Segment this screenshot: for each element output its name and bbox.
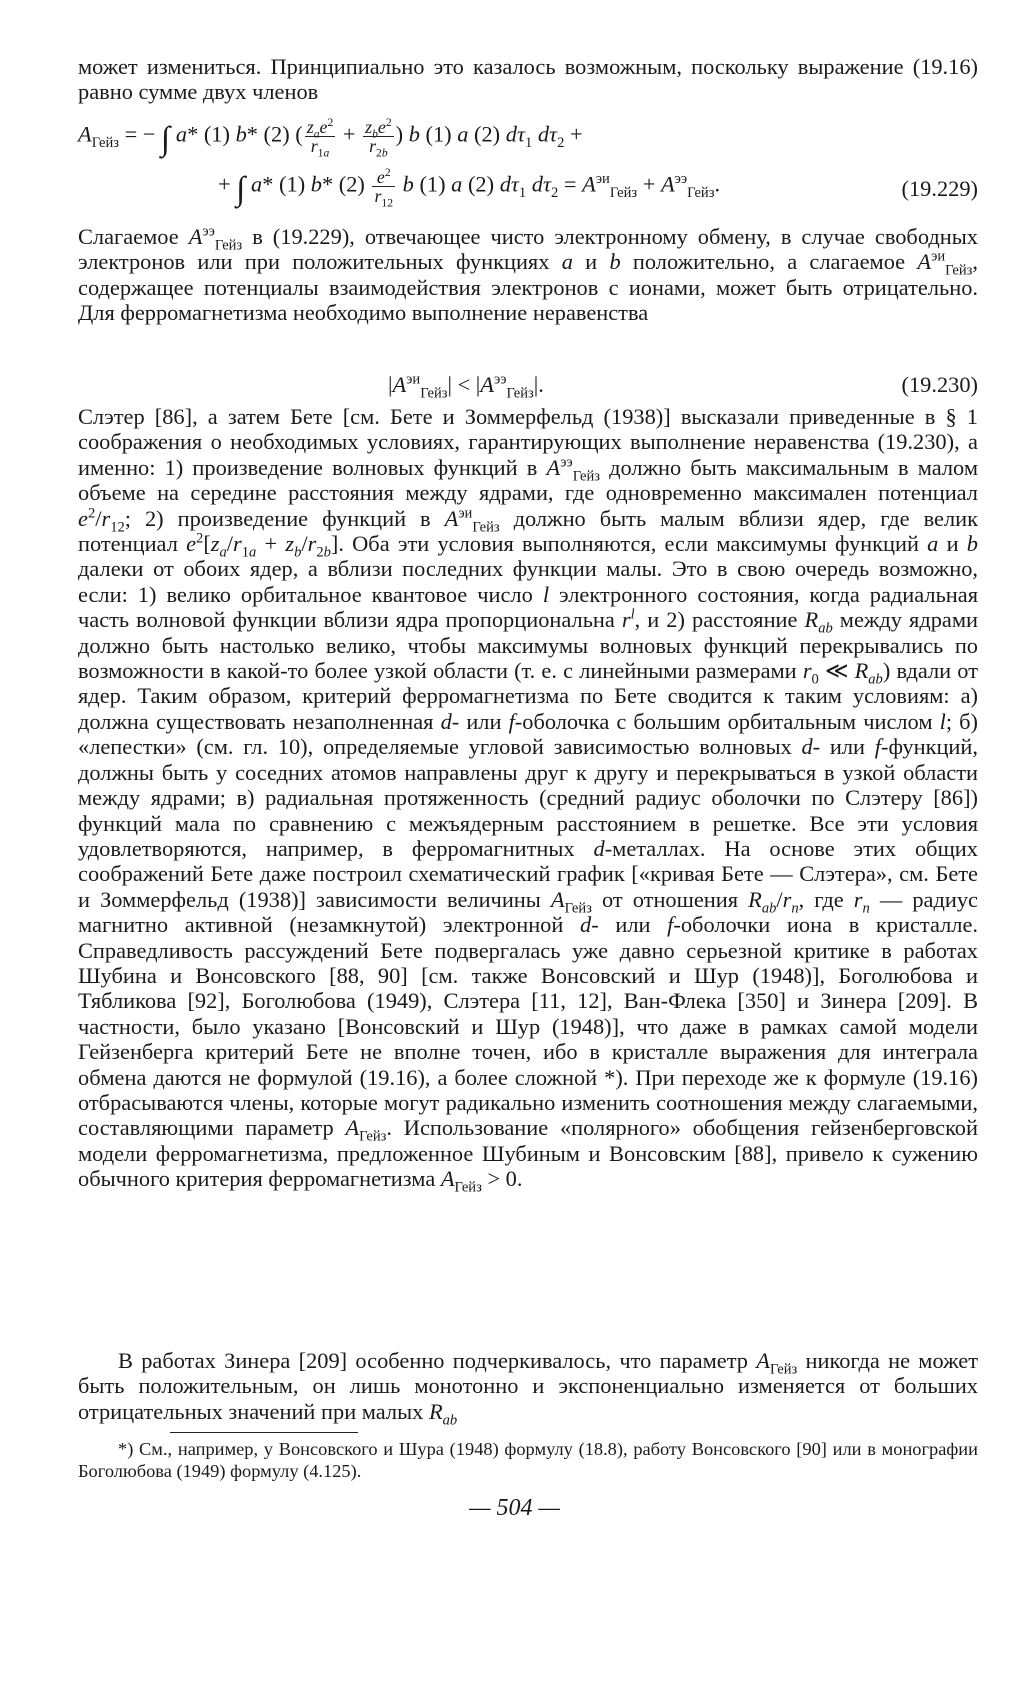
equation-19-230 bbox=[78, 372, 978, 402]
paragraph-bethe-criterion-text: Слэтер [86], а затем Бете [см. Бете и Зоммерфельд (1938)] высказали приведенные в § 1 соображения о необходимых условиях, гарантирующих выполнение неравенства (19.230), а именно: 1) произведение волновых функций в $A^{ээ}_{Гейз}$ должно быть максимальным в малом объеме на середине расстояния между ядрами, где одновременно максимален потенциал $e^2/r_{12}$; 2) произведение функций в $A^{эи}_{Гейз}$ должно быть малым вблизи ядер, где велик потенциал $e^2[z_a/r_{1a} + z_b/r_{2b}]$. Оба эти условия выполняются, если максимумы функций a и b далеки от обоих ядер, а вблизи последних функции малы. Это в свою очередь возможно, если: 1) велико орбитальное квантовое число l электронного состояния, когда радиальная часть волновой функции вблизи ядра пропорциональна $r^l$, и 2) расстояние $R_{ab}$ между ядрами должно быть настолько велико, чтобы максимумы волновых функций перекрывались по возможности в какой-то более узкой области (т. е. с линейными размерами $r_0$ ≪ $R_{ab}$) вдали от ядер. Таким образом, критерий ферромагнетизма по Бете сводится к таким условиям: а) должна существовать незаполненная d- или f-оболочка с большим орбитальным числом l; б) «лепестки» (см. гл. 10), определяемые угловой зависимостью волновых d- или f-функций, должны быть у соседних атомов направлены друг к другу и перекрываться в узкой области между ядрами; в) радиальная протяженность (средний радиус оболочки по Слэтеру [86]) функций мала по сравнению с межъядерным расстоянием в решетке. Все эти условия удовлетворяются, например, в ферромагнитных d-металлах. На основе этих общих соображений Бете даже построил схематический график [«кривая Бете — Слэтера», см. Бете и Зоммерфельд (1938)] зависимости величины $A_{Гейз}$ от отношения $R_{ab}/r_n$, где $r_n$ — радиус магнитно активной (незамкнутой) электронной d- или f-оболочки иона в кристалле. Справедливость рассуждений Бете подвергалась уже давно серьезной критике в работах Шубина и Вонсовского [88, 90] [см. также Вонсовский и Шур (1948)], Боголюбова и Тябликова [92], Боголюбова (1949), Слэтера [11, 12], Ван-Флека [350] и Зинера [209]. В частности, было указано [Вонсовский и Шур (1948)], что даже в рамках самой модели Гейзенберга критерий Бете не вполне точен, ибо в кристалле выражения для интеграла обмена даются не формулой (19.16), а более сложной *). При переходе же к формуле (19.16) отбрасываются члены, которые могут радикально изменить соотношения между слагаемыми, составляющими параметр $A_{Гейз}$. Использование «полярного» обобщения гейзенберговской модели ферромагнетизма, предложенное Шубиным и Вонсовским [88], привело к сужению обычного критерия ферромагнетизма $A_{Гейз} > 0$. bbox=[78, 404, 979, 1196]
footnote bbox=[78, 1438, 978, 1482]
paragraph-bethe-criterion bbox=[78, 404, 979, 1196]
footnote-separator bbox=[170, 1432, 358, 1433]
footnote-text: *) См., например, у Вонсовского и Шура (1948) формулу (18.8), работу Вонсовского [90] или в монографии Боголюбова (1949) формулу (4.125). bbox=[78, 1439, 978, 1481]
paragraph-terms bbox=[78, 224, 978, 326]
inequality-formula: $|A^{эи}_{Гейз}| < |A^{ээ}_{Гейз}|$. bbox=[388, 371, 544, 402]
page-number: — 504 — bbox=[469, 1495, 560, 1521]
paragraph-terms-text: Слагаемое $A^{ээ}_{Гейз}$ в (19.229), отвечающее чисто электронному обмену, в случае свободных электронов или при положительных функциях a и b положительно, а слагаемое $A^{эи}_{Гейз}$, содержащее потенциалы взаимодействия электронов с ионами, может быть отрицательно. Для ферромагнетизма необходимо выполнение неравенства bbox=[78, 223, 979, 326]
equation-line-1: $A_{Гейз}$ = − ∫ a* (1) b* (2) ( $\frac{z_ae^2}{r_{1a}}$ + $\frac{z_be^2}{r_{2b}}$ ) b (1) a (2) $d\tau_1$ $d\tau_2$ + bbox=[78, 116, 583, 160]
paragraph-intro bbox=[78, 54, 978, 105]
equation-number: (19.230) bbox=[901, 372, 978, 397]
paragraph-intro-text: может измениться. Принципиально это казалось возможным, поскольку выражение (19.16) равно сумме двух членов bbox=[78, 54, 978, 105]
paragraph-zener bbox=[78, 1348, 978, 1429]
paragraph-zener-text: В работах Зинера [209] особенно подчеркивалось, что параметр $A_{Гейз}$ никогда не может быть положительным, он лишь монотонно и экспоненциально изменяется от больших отрицательных значений при малых $R_{ab}$ bbox=[78, 1348, 978, 1429]
equation-19-229 bbox=[78, 118, 978, 214]
equation-number: (19.229) bbox=[901, 176, 978, 201]
equation-line-2: + ∫ a* (1) b* (2) $\frac{e^2}{r_{12}}$ b (1) a (2) $d\tau_1$ $d\tau_2 = A^{эи}_{Гейз} + A^{ээ}_{Гейз}$. bbox=[218, 166, 721, 210]
